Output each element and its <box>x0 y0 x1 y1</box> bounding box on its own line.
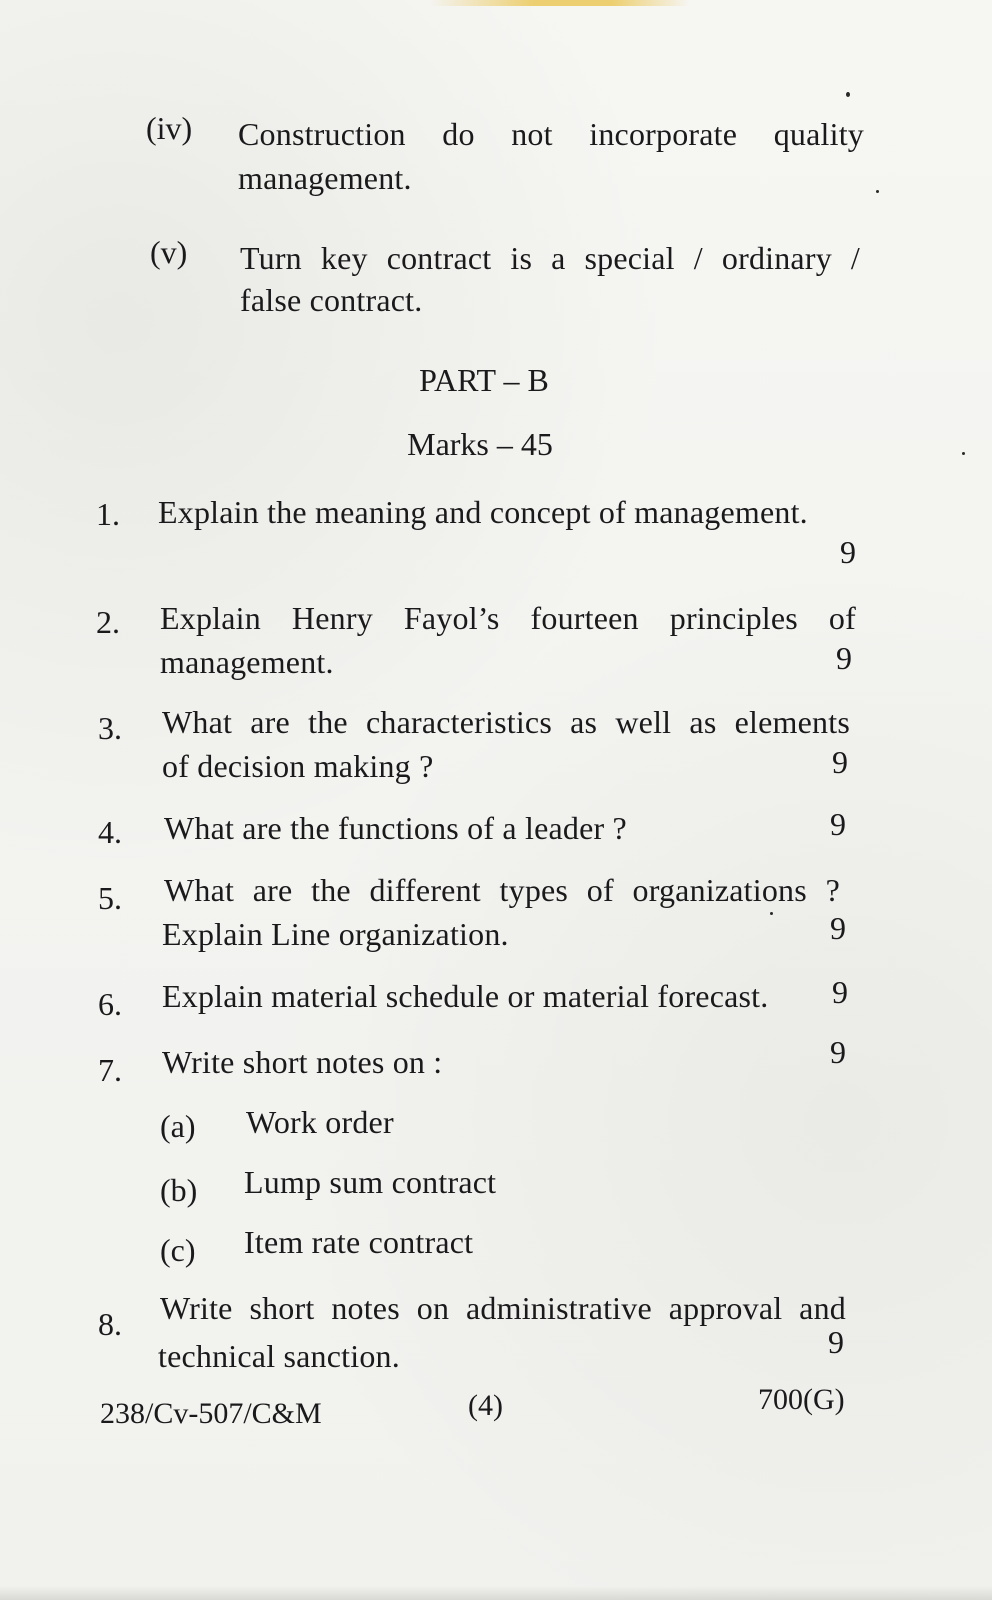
subitem-label: (a) <box>160 1108 196 1144</box>
question-number: 7. <box>98 1052 122 1088</box>
question-marks: 9 <box>836 640 852 676</box>
item-v-line2: false contract. <box>240 282 423 318</box>
item-v-label: (v) <box>150 234 188 270</box>
question-text: Explain Henry Fayol’s fourteen principles of <box>160 600 856 636</box>
question-marks: 9 <box>830 910 846 946</box>
paper-code: 238/Cv-507/C&M <box>100 1397 322 1430</box>
subitem-label: (c) <box>160 1232 196 1268</box>
question-text-cont: management. <box>160 644 334 680</box>
question-marks: 9 <box>832 974 848 1010</box>
question-number: 8. <box>98 1306 122 1342</box>
question-text: Write short notes on administrative approval and <box>160 1290 846 1326</box>
question-text: Write short notes on : <box>162 1044 443 1080</box>
item-iv-line2: management. <box>238 160 412 196</box>
question-text-cont: Explain Line organization. <box>162 916 509 952</box>
page-number: (4) <box>468 1389 503 1422</box>
ink-speck <box>846 92 850 97</box>
ink-speck <box>770 912 773 915</box>
subitem-text: Lump sum contract <box>244 1164 497 1200</box>
top-edge-strip <box>430 0 690 6</box>
part-heading: PART – B <box>419 362 549 398</box>
question-text: Explain the meaning and concept of management. <box>158 494 808 530</box>
question-marks: 9 <box>830 806 846 842</box>
subitem-text: Work order <box>246 1104 394 1140</box>
question-text: Explain material schedule or material forecast. <box>162 978 769 1014</box>
item-v-line1: Turn key contract is a special / ordinary / <box>240 240 860 276</box>
question-number: 4. <box>98 814 122 850</box>
bottom-edge-shadow <box>0 1586 992 1600</box>
question-number: 2. <box>96 604 120 640</box>
marks-heading: Marks – 45 <box>407 426 553 462</box>
question-text-cont: of decision making ? <box>162 748 434 784</box>
ink-speck <box>962 452 965 455</box>
copies-count: 700(G) <box>758 1383 845 1416</box>
subitem-text: Item rate contract <box>244 1224 474 1260</box>
subitem-label: (b) <box>160 1172 198 1208</box>
item-iv-label: (iv) <box>146 110 193 146</box>
question-number: 1. <box>96 496 120 532</box>
question-number: 6. <box>98 986 122 1022</box>
question-marks: 9 <box>828 1324 844 1360</box>
question-text-cont: technical sanction. <box>158 1338 400 1374</box>
question-marks: 9 <box>840 534 856 570</box>
ink-speck <box>876 190 879 193</box>
question-text: What are the functions of a leader ? <box>164 810 627 846</box>
question-number: 5. <box>98 880 122 916</box>
question-marks: 9 <box>832 744 848 780</box>
question-marks: 9 <box>830 1034 846 1070</box>
item-iv-line1: Construction do not incorporate quality <box>238 116 864 152</box>
question-text: What are the different types of organizations ? <box>164 872 840 908</box>
question-text: What are the characteristics as well as elements <box>162 704 850 740</box>
question-number: 3. <box>98 710 122 746</box>
